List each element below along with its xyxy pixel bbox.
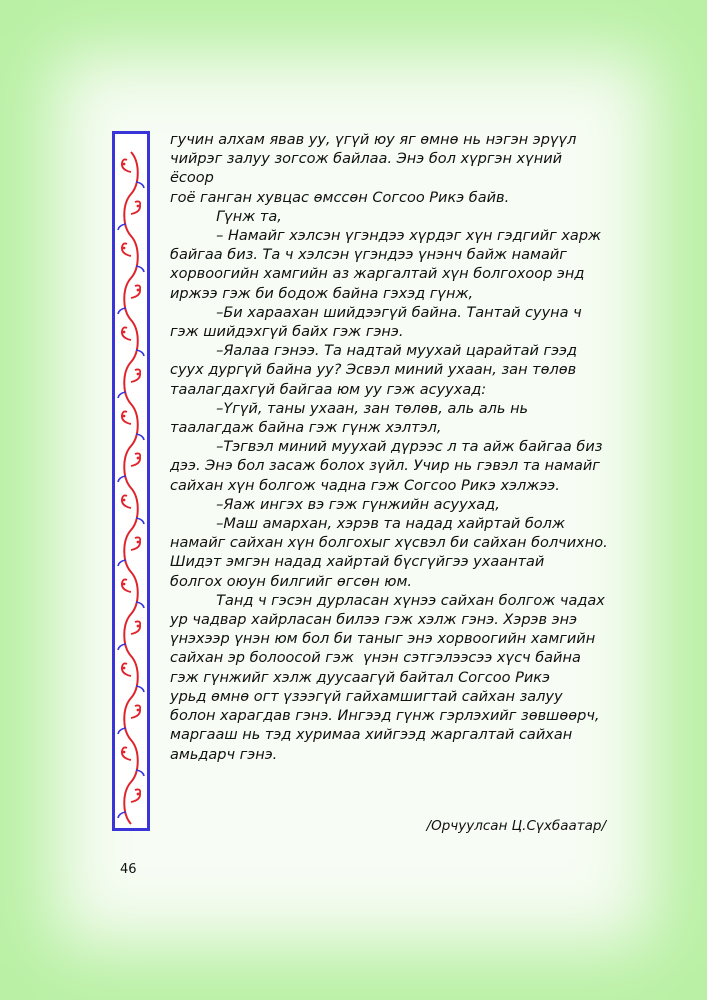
vine-stem [124,152,138,824]
story-line: –Би хараахан шийдээгүй байна. Тантай сууна ч [170,304,582,321]
vine-leaf [136,434,144,440]
vine-curl [122,495,131,508]
vine-bud [123,415,126,418]
vine-leaf [118,476,126,482]
story-line: –Яаж ингэх вэ гэж гүнжийн асуухад, [170,496,500,513]
story-line: гучин алхам явав уу, үгүй юу яг өмнө нь нэгэн эрүүл [170,132,577,148]
vine-bud [137,709,140,712]
vine-curl [122,579,131,592]
story-line: иржээ гэж би бодож байна гэхэд гүнж, [170,285,474,302]
page-number: 46 [120,862,137,877]
story-line: болон харагдав гэнэ. Ингээд гүнж гэрлэхийг зөвшөөрч, [170,708,600,725]
vine-curl [122,243,131,256]
vine-leaf [118,392,126,398]
vine-curl [131,201,140,214]
story-line: – Намайг хэлсэн үгэндээ хүрдэг хүн гэдгийг харж [170,228,602,245]
story-line: таалагдаж байна гэж гүнж хэлтэл, [170,420,442,437]
vine-curl [122,663,131,676]
vine-leaf [136,770,144,776]
story-line: –Яалаа гэнээ. Та надтай муухай царайтай гээд [170,343,578,360]
story-line: намайг сайхан хүн болгохыг хүсвэл би сайхан болчихно. [170,535,608,552]
vine-curl [131,705,140,718]
vine-curl [131,453,140,466]
vine-bud [123,331,126,334]
vine-bud [123,751,126,754]
vine-bud [137,205,140,208]
vine-bud [137,457,140,460]
vine-bud [123,667,126,670]
story-line: гоё ганган хувцас өмссөн Согсоо Рикэ байв. [170,189,510,206]
vine-curl [131,789,140,802]
vine-curl [122,411,131,424]
vine-leaf [136,266,144,272]
story-line: хорвоогийн хамгийн аз жаргалтай хүн болгохоор энд [170,266,585,283]
vine-curl [131,285,140,298]
vine-leaf [136,602,144,608]
story-line: байгаа биз. Та ч хэлсэн үгэндээ үнэнч байж намайг [170,247,567,264]
story-line: амьдарч гэнэ. [170,746,278,763]
vine-leaf [136,686,144,692]
vine-bud [123,247,126,250]
translator-credit: /Орчуулсан Ц.Сүхбаатар/ [426,818,606,834]
vine-bud [137,289,140,292]
vine-leaf [118,812,126,818]
vine-leaf [118,308,126,314]
story-line: –Үгүй, таны ухаан, зан төлөв, аль аль нь [170,400,529,417]
story-line: болгох оюун билгийг өгсөн юм. [170,573,413,590]
story-line: Гүнж та, [170,208,282,225]
vine-curl [131,369,140,382]
story-line: таалагдахгүй байгаа юм уу гэж асуухад: [170,381,487,398]
vine-curl [122,747,131,760]
story-line: чийрэг залуу зогсож байлаа. Энэ бол хүргэн хүний ёсоор [170,151,563,187]
vine-curl [122,327,131,340]
vine-leaf [136,182,144,188]
vine-bud [137,541,140,544]
story-line: Танд ч гэсэн дурласан хүнээ сайхан болгож чадах [170,592,605,609]
story-line: гэж гүнжийг хэлж дуусаагүй байтал Согсоо Рикэ [170,669,550,686]
vine-bud [137,373,140,376]
vine-leaf [118,728,126,734]
vine-leaf [118,224,126,230]
story-line: гэж шийдэхгүй байх гэж гэнэ. [170,324,404,341]
vine-bud [123,163,126,166]
ornamental-border [112,131,150,831]
vine-bud [137,625,140,628]
vine-curl [122,159,131,172]
story-line: урьд өмнө огт үзээгүй гайхамшигтай сайхан залуу [170,688,563,705]
story-line: дээ. Энэ бол засаж болох зүйл. Учир нь гэвэл та намайг [170,458,600,475]
vine-leaf [136,350,144,356]
story-line: сайхан хүн болгож чадна гэж Согсоо Рикэ хэлжээ. [170,477,560,494]
story-line: суух дургүй байна уу? Эсвэл миний ухаан, зан төлөв [170,362,577,379]
vine-leaf [118,560,126,566]
vine-bud [123,583,126,586]
story-line: Шидэт эмгэн надад хайртай бүсгүйгээ ухаантай [170,554,545,571]
vine-curl [131,537,140,550]
story-line: –Маш амархан, хэрэв та надад хайртай болж [170,516,566,533]
story-text [170,131,610,765]
vine-leaf [136,518,144,524]
floral-vine-border-icon [115,134,147,828]
story-line: –Тэгвэл миний муухай дүрээс л та айж байгаа биз [170,439,603,456]
vine-leaf [118,644,126,650]
vine-bud [137,793,140,796]
vine-curl [131,621,140,634]
story-line: маргааш нь тэд хуримаа хийгээд жаргалтай сайхан [170,727,573,744]
story-line: сайхан эр болоосой гэж үнэн сэтгэлээсээ хүсч байна [170,650,581,667]
vine-bud [123,499,126,502]
story-line: үнэхээр үнэн юм бол би таныг энэ хорвоогийн хамгийн [170,631,596,648]
story-line: ур чадвар хайрласан билээ гэж хэлж гэнэ. Хэрэв энэ [170,612,578,629]
